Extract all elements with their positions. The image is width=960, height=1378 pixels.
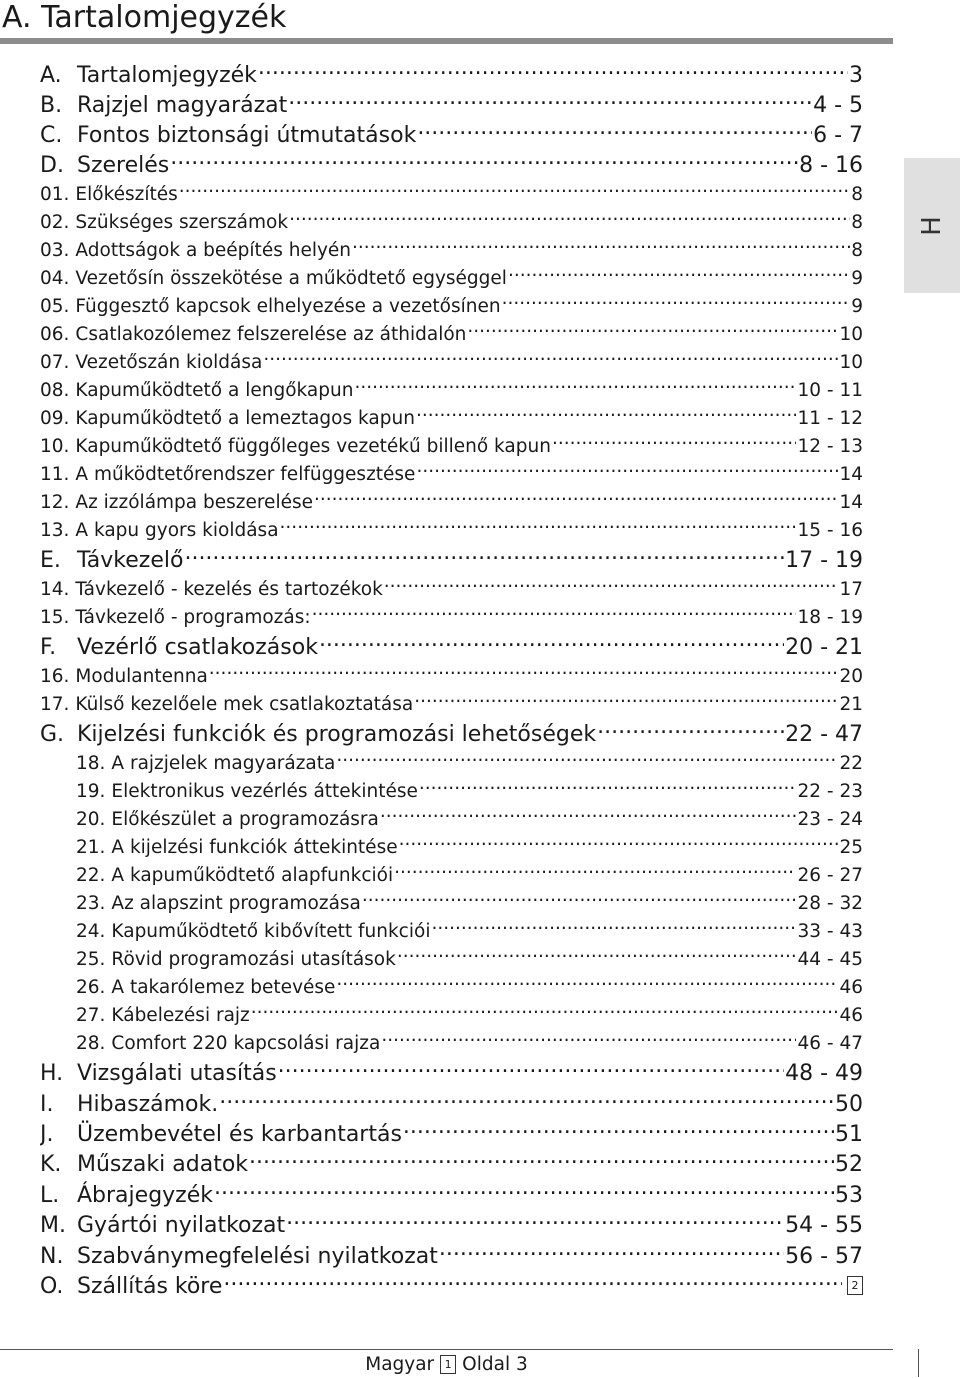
toc-label: Kapuműködtető a lemeztagos kapun (75, 407, 415, 429)
toc-label: Ábrajegyzék (77, 1183, 213, 1208)
toc-label: Vezetősín összekötése a működtető egységgel (75, 267, 507, 289)
toc-number: B. (40, 93, 63, 118)
toc-row (40, 778, 863, 804)
toc-number: 26. (76, 976, 106, 998)
toc-label: A kapuműködtető alapfunkciói (111, 864, 394, 886)
toc-row (40, 265, 863, 291)
toc-label: Elektronikus vezérlés áttekintése (111, 780, 418, 802)
dot-leader (381, 1030, 796, 1049)
toc-page-number: 12 - 13 (797, 435, 863, 457)
toc-number: 20. (76, 808, 106, 830)
dot-leader (467, 321, 838, 340)
toc-page-number: 8 - 16 (799, 153, 863, 178)
side-tab-label: H (917, 215, 947, 236)
toc-row (40, 1180, 863, 1210)
toc-label: Kapuműködtető a lengőkapun (75, 379, 354, 401)
toc-row (40, 1241, 863, 1271)
toc-label: A működtetőrendszer felfüggesztése (75, 463, 416, 485)
toc-page-number: 20 - 21 (785, 635, 863, 660)
toc-number: 23. (76, 892, 106, 914)
dot-leader (362, 890, 797, 909)
toc-row (40, 181, 863, 207)
toc-page-number: 28 - 32 (797, 892, 863, 914)
toc-number: F. (40, 635, 57, 660)
dot-leader (439, 1241, 784, 1263)
toc-row (40, 691, 863, 717)
toc-row (40, 1030, 863, 1056)
toc-page-number: 10 - 11 (797, 379, 863, 401)
language-side-tab (904, 158, 960, 293)
toc-page-number: 8 (851, 183, 863, 205)
toc-number: 09. (40, 407, 70, 429)
toc-page-number: 22 (839, 752, 863, 774)
toc-row (40, 489, 863, 515)
toc-page-number: 8 (851, 239, 863, 261)
toc-number: D. (40, 153, 64, 178)
toc-number: 15. (40, 606, 70, 628)
toc-page-number: 25 (839, 836, 863, 858)
dot-leader (508, 265, 850, 284)
dot-leader (416, 405, 797, 424)
toc-row (40, 918, 863, 944)
toc-page-number: 11 - 12 (797, 407, 863, 429)
toc-row (40, 604, 863, 630)
toc-row (40, 377, 863, 403)
toc-number: 21. (76, 836, 106, 858)
toc-page-number: 9 (851, 267, 863, 289)
toc-row (40, 293, 863, 319)
toc-number: K. (40, 1152, 62, 1177)
toc-number: H. (40, 1061, 64, 1086)
dot-leader (223, 1271, 842, 1293)
toc-row (40, 545, 863, 575)
dot-leader (263, 349, 838, 368)
dot-leader (394, 862, 796, 881)
toc-label: Előkészítés (75, 183, 178, 205)
toc-number: N. (40, 1244, 64, 1269)
toc-label: Adottságok a beépítés helyén (75, 239, 352, 261)
toc-row (40, 1210, 863, 1240)
toc-number: M. (40, 1213, 66, 1238)
toc-number: 06. (40, 323, 70, 345)
toc-label: Szükséges szerszámok (75, 211, 289, 233)
dot-leader (219, 1089, 834, 1111)
toc-row (40, 974, 863, 1000)
toc-page-number: 15 - 16 (797, 519, 863, 541)
toc-row (40, 209, 863, 235)
toc-page-number: 4 - 5 (813, 93, 863, 118)
dot-leader (384, 576, 839, 595)
toc-row (40, 433, 863, 459)
toc-page-number: 10 (839, 323, 863, 345)
toc-row (40, 60, 863, 90)
toc-page-number: 44 - 45 (797, 948, 863, 970)
dot-leader (552, 433, 797, 452)
dot-leader (312, 604, 797, 623)
toc-page-number: 48 - 49 (785, 1061, 863, 1086)
footer-page-label: Oldal 3 (462, 1354, 528, 1375)
toc-page-number: 17 (839, 578, 863, 600)
toc-label: Távkezelő - programozás: (75, 606, 311, 628)
dot-leader (288, 90, 812, 112)
toc-number: 22. (76, 864, 106, 886)
toc-number: O. (40, 1274, 64, 1299)
toc-label: Kapuműködtető függőleges vezetékű billenő kapun (75, 435, 551, 457)
page-footer (0, 1352, 893, 1378)
toc-label: Comfort 220 kapcsolási rajza (111, 1032, 381, 1054)
toc-label: Szabványmegfelelési nyilatkozat (77, 1244, 438, 1269)
toc-row (40, 632, 863, 662)
toc-number: 11. (40, 463, 70, 485)
toc-page-number: 3 (849, 63, 863, 88)
toc-row (40, 1089, 863, 1119)
toc-row (40, 834, 863, 860)
toc-page-number: 14 (839, 491, 863, 513)
toc-label: A rajzjelek magyarázata (111, 752, 336, 774)
toc-page-number: 18 - 19 (797, 606, 863, 628)
dot-leader (249, 1149, 834, 1171)
toc-number: L. (40, 1183, 60, 1208)
toc-number: 24. (76, 920, 106, 942)
toc-number: G. (40, 722, 65, 747)
toc-page-number (843, 1272, 863, 1301)
toc-page-number: 21 (839, 693, 863, 715)
toc-label: Tartalomjegyzék (77, 63, 257, 88)
toc-row (40, 750, 863, 776)
toc-page-number: 46 (839, 976, 863, 998)
dot-leader (179, 181, 850, 200)
footer-rule (0, 1349, 893, 1350)
toc-page-number: 50 (835, 1092, 863, 1117)
toc-row (40, 890, 863, 916)
toc-number: I. (40, 1092, 54, 1117)
toc-row (40, 405, 863, 431)
toc-label: Műszaki adatok (77, 1152, 249, 1177)
dot-leader (314, 489, 838, 508)
toc-number: 05. (40, 295, 70, 317)
toc-page-number: 22 - 23 (797, 780, 863, 802)
toc-row (40, 1002, 863, 1028)
toc-row (40, 120, 863, 150)
toc-label: Szállítás köre (77, 1274, 223, 1299)
toc-number: 12. (40, 491, 70, 513)
dot-leader (184, 545, 784, 567)
dot-leader (170, 150, 798, 172)
dot-leader (319, 632, 784, 654)
toc-page-number: 52 (835, 1152, 863, 1177)
dot-leader (416, 461, 838, 480)
dot-leader (419, 778, 797, 797)
toc-row (40, 719, 863, 749)
dot-leader (403, 1119, 834, 1141)
toc-label: A kijelzési funkciók áttekintése (111, 836, 398, 858)
toc-page-number: 6 - 7 (813, 123, 863, 148)
toc-number: 03. (40, 239, 70, 261)
toc-label: Rajzjel magyarázat (77, 93, 288, 118)
toc-row (40, 1149, 863, 1179)
toc-label: Vezérlő csatlakozások (77, 635, 318, 660)
page-title: A. Tartalomjegyzék (2, 0, 287, 35)
toc-row (40, 237, 863, 263)
toc-label: Az izzólámpa beszerelése (75, 491, 313, 513)
toc-row (40, 461, 863, 487)
toc-page-number: 22 - 47 (785, 722, 863, 747)
page-box-icon: 1 (440, 1355, 456, 1374)
toc-number: E. (40, 548, 61, 573)
toc-page-number: 23 - 24 (797, 808, 863, 830)
toc-label: Gyártói nyilatkozat (77, 1213, 286, 1238)
toc-page-number: 33 - 43 (797, 920, 863, 942)
toc-row (40, 349, 863, 375)
toc-number: A. (40, 63, 62, 88)
dot-leader (278, 1058, 784, 1080)
toc-row (40, 946, 863, 972)
toc-row (40, 1119, 863, 1149)
toc-label: Távkezelő (77, 548, 184, 573)
toc-label: Távkezelő - kezelés és tartozékok (75, 578, 383, 600)
toc-page-number: 53 (835, 1183, 863, 1208)
dot-leader (251, 1002, 839, 1021)
toc-page-number: 56 - 57 (785, 1244, 863, 1269)
toc-number: 16. (40, 665, 70, 687)
toc-label: Üzembevétel és karbantartás (77, 1122, 402, 1147)
toc-number: 14. (40, 578, 70, 600)
toc-number: J. (40, 1122, 54, 1147)
toc-label: Előkészület a programozásra (111, 808, 379, 830)
toc-row (40, 663, 863, 689)
toc-page-number: 9 (851, 295, 863, 317)
dot-leader (336, 974, 838, 993)
toc-row (40, 862, 863, 888)
toc-label: Külső kezelőele mek csatlakoztatása (75, 693, 414, 715)
toc-label: Szerelés (77, 153, 170, 178)
toc-number: 28. (76, 1032, 106, 1054)
toc-row (40, 517, 863, 543)
toc-row (40, 576, 863, 602)
toc-page-number: 14 (839, 463, 863, 485)
toc-number: 13. (40, 519, 70, 541)
toc-label: Függesztő kapcsok elhelyezése a vezetősínen (75, 295, 501, 317)
dot-leader (352, 237, 850, 256)
toc-number: 27. (76, 1004, 106, 1026)
toc-label: Rövid programozási utasítások (111, 948, 396, 970)
dot-leader (414, 691, 838, 710)
dot-leader (258, 60, 848, 82)
dot-leader (354, 377, 796, 396)
footer-tick (918, 1349, 919, 1377)
dot-leader (209, 663, 839, 682)
toc-label: Kapuműködtető kibővített funkciói (111, 920, 431, 942)
toc-page-number: 26 - 27 (797, 864, 863, 886)
dot-leader (380, 806, 797, 825)
toc-number: 25. (76, 948, 106, 970)
toc-number: 19. (76, 780, 106, 802)
dot-leader (289, 209, 850, 228)
toc-row (40, 150, 863, 180)
toc-label: Csatlakozólemez felszerelése az áthidalón (75, 323, 467, 345)
toc-row (40, 321, 863, 347)
toc-number: 04. (40, 267, 70, 289)
dot-leader (397, 946, 797, 965)
toc-row (40, 1058, 863, 1088)
toc-page-number: 51 (835, 1122, 863, 1147)
page-box-icon: 2 (847, 1276, 863, 1295)
dot-leader (214, 1180, 834, 1202)
dot-leader (502, 293, 851, 312)
toc-label: Az alapszint programozása (111, 892, 361, 914)
toc-label: Hibaszámok. (77, 1092, 219, 1117)
footer-language: Magyar (365, 1354, 435, 1375)
toc-number: C. (40, 123, 63, 148)
toc-page-number: 20 (839, 665, 863, 687)
toc-number: 07. (40, 351, 70, 373)
toc-number: 10. (40, 435, 70, 457)
toc-number: 08. (40, 379, 70, 401)
toc-page-number: 10 (839, 351, 863, 373)
toc-page-number: 46 - 47 (797, 1032, 863, 1054)
dot-leader (280, 517, 797, 536)
toc-label: Vizsgálati utasítás (77, 1061, 277, 1086)
toc-label: Kijelzési funkciók és programozási lehetőségek (77, 722, 597, 747)
toc-label: Fontos biztonsági útmutatások (77, 123, 417, 148)
toc-label: Modulantenna (75, 665, 208, 687)
toc-label: A kapu gyors kioldása (75, 519, 279, 541)
toc-row (40, 1271, 863, 1301)
toc-page-number: 8 (851, 211, 863, 233)
dot-leader (597, 719, 784, 741)
toc-number: 02. (40, 211, 70, 233)
title-rule (0, 38, 893, 44)
dot-leader (336, 750, 838, 769)
dot-leader (431, 918, 796, 937)
toc-label: Kábelezési rajz (111, 1004, 250, 1026)
toc-row (40, 90, 863, 120)
toc-page-number: 17 - 19 (785, 548, 863, 573)
dot-leader (399, 834, 839, 853)
toc-page-number: 54 - 55 (785, 1213, 863, 1238)
toc-row (40, 806, 863, 832)
toc-number: 18. (76, 752, 106, 774)
toc-label: Vezetőszán kioldása (75, 351, 263, 373)
toc-number: 17. (40, 693, 70, 715)
toc-label: A takarólemez betevése (111, 976, 336, 998)
toc-page-number: 46 (839, 1004, 863, 1026)
dot-leader (417, 120, 812, 142)
dot-leader (286, 1210, 784, 1232)
toc-number: 01. (40, 183, 70, 205)
